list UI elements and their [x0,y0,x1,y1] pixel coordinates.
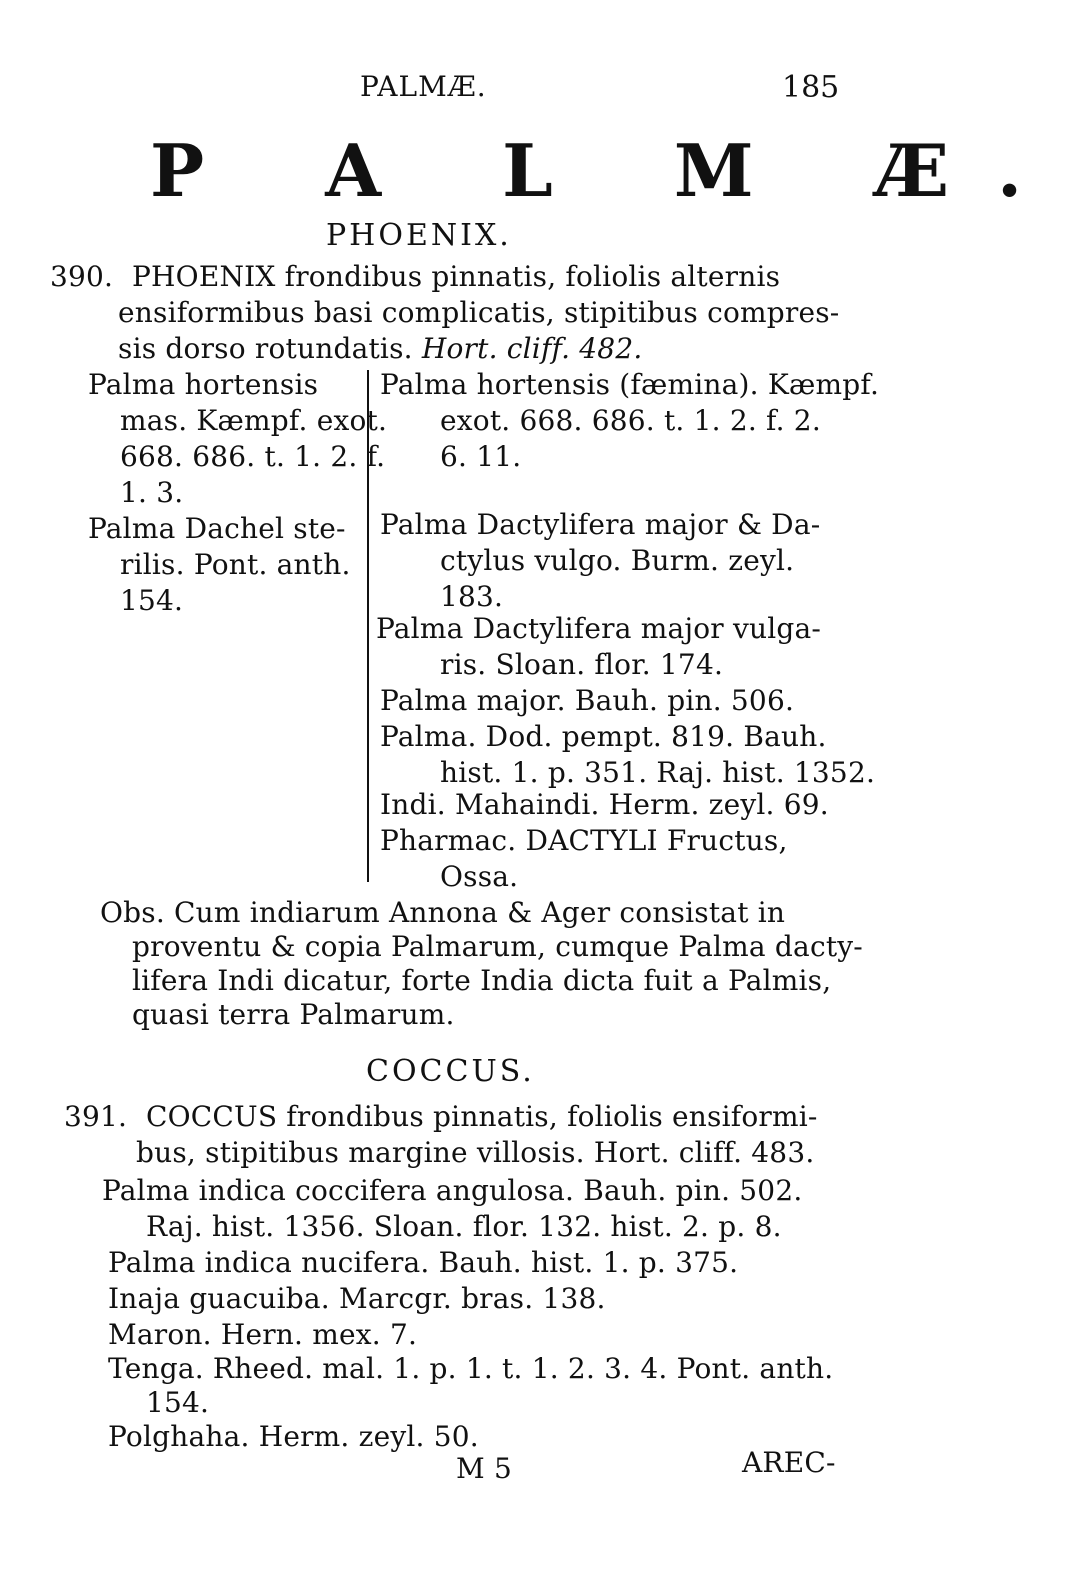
left-synonym-line: rilis. Pont. anth. [120,548,351,581]
entry-number-390: 390. [50,260,114,293]
running-title: PALMÆ. [360,70,487,103]
genus-heading-phoenix: PHOENIX. [326,218,512,253]
right-synonym-line: Palma Dactylifera major vulga- [376,612,822,645]
observation-line: Obs. Cum indiarum Annona & Ager consistat in [100,896,786,929]
coccus-diagnosis-line-1: COCCUS frondibus pinnatis, foliolis ensiformi- [146,1100,818,1133]
right-synonym-line: exot. 668. 686. t. 1. 2. f. 2. [440,404,821,437]
coccus-synonym-line: Tenga. Rheed. mal. 1. p. 1. t. 1. 2. 3. 4. Pont. anth. [108,1352,834,1385]
left-synonym-line: 154. [120,584,184,617]
observation-line: quasi terra Palmarum. [132,998,455,1031]
coccus-synonym-line: Maron. Hern. mex. 7. [108,1318,418,1351]
signature-mark: M 5 [456,1452,512,1485]
coccus-synonym-line: Raj. hist. 1356. Sloan. flor. 132. hist. 2. p. 8. [146,1210,782,1243]
right-synonym-line: 6. 11. [440,440,522,473]
page-number: 185 [782,70,840,105]
phoenix-diagnosis-line-3 [118,332,642,366]
observation-line: lifera Indi dicatur, forte India dicta fuit a Palmis, [132,964,832,997]
page-title: P A L M Æ. [150,128,1070,213]
genus-heading-coccus: COCCUS. [366,1054,535,1089]
entry-number-391: 391. [64,1100,128,1133]
left-synonym-line: Palma hortensis [88,368,319,401]
right-synonym-line: Palma Dactylifera major & Da- [380,508,821,541]
right-synonym-line: ris. Sloan. flor. 174. [440,648,724,681]
phoenix-hort-cliff-ref: Hort. cliff. 482. [421,332,643,365]
left-synonym-line: Palma Dachel ste- [88,512,346,545]
phoenix-diagnosis-line-3-text: sis dorso rotundatis. [118,332,413,365]
left-synonym-line: mas. Kæmpf. exot. [120,404,388,437]
coccus-diagnosis-line-2: bus, stipitibus margine villosis. Hort. cliff. 483. [136,1136,815,1169]
right-synonym-line: Palma hortensis (fæmina). Kæmpf. [380,368,880,401]
coccus-synonym-line: Inaja guacuiba. Marcgr. bras. 138. [108,1282,606,1315]
phoenix-diagnosis-line-2: ensiformibus basi complicatis, stipitibus compres- [118,296,840,329]
right-synonym-line: Indi. Mahaindi. Herm. zeyl. 69. [380,788,829,821]
coccus-synonym-line: Palma indica nucifera. Bauh. hist. 1. p. 375. [108,1246,739,1279]
right-synonym-line: Palma. Dod. pempt. 819. Bauh. [380,720,827,753]
catchword: AREC- [742,1446,836,1479]
right-synonym-line: ctylus vulgo. Burm. zeyl. [440,544,795,577]
coccus-synonym-line: Palma indica coccifera angulosa. Bauh. pin. 502. [102,1174,803,1207]
right-synonym-line: Pharmac. DACTYLI Fructus, [380,824,788,857]
observation-line: proventu & copia Palmarum, cumque Palma dacty- [132,930,863,963]
coccus-synonym-line: 154. [146,1386,210,1419]
right-synonym-line: Palma major. Bauh. pin. 506. [380,684,795,717]
phoenix-diagnosis-line-1: PHOENIX frondibus pinnatis, foliolis alternis [132,260,781,293]
right-synonym-line: 183. [440,580,504,613]
left-synonym-line: 1. 3. [120,476,184,509]
right-synonym-line: Ossa. [440,860,519,893]
left-synonym-line: 668. 686. t. 1. 2. f. [120,440,386,473]
right-synonym-line: hist. 1. p. 351. Raj. hist. 1352. [440,756,876,789]
coccus-synonym-line: Polghaha. Herm. zeyl. 50. [108,1420,479,1453]
